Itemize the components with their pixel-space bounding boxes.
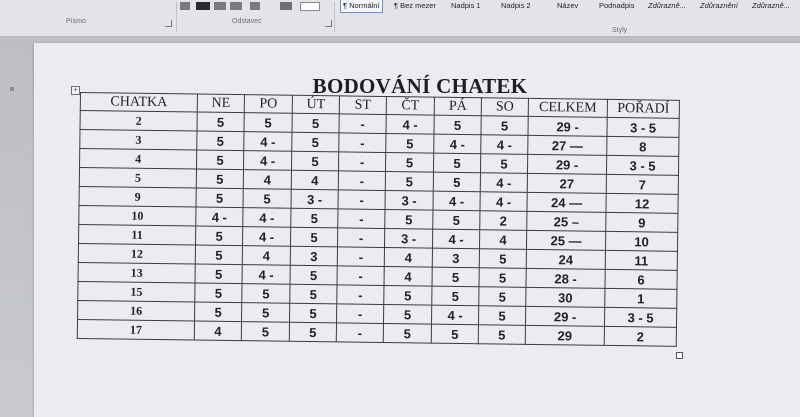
header-celkem: CELKEM <box>528 98 607 117</box>
ribbon <box>0 0 800 37</box>
cell-st[interactable]: - <box>337 266 384 286</box>
style-subtitle[interactable]: Podnadpis <box>599 1 635 10</box>
cell-ut[interactable]: 5 <box>291 151 338 171</box>
header-poradi: POŘADÍ <box>607 99 679 118</box>
font-group-label: Písmo <box>66 18 86 25</box>
cell-pa[interactable]: 5 <box>433 210 480 230</box>
cell-pa[interactable]: 3 <box>432 248 479 268</box>
cell-pa[interactable]: 5 <box>434 115 481 135</box>
cell-pa[interactable]: 5 <box>433 153 480 173</box>
cell-st[interactable]: - <box>336 323 383 343</box>
style-title[interactable]: Název <box>557 1 579 10</box>
header-st: ST <box>339 96 386 115</box>
cell-celkem[interactable]: 27 — <box>528 135 607 155</box>
cell-so[interactable]: 5 <box>480 154 527 174</box>
styles-gallery <box>338 0 800 14</box>
cell-ct[interactable]: 3 - <box>385 191 433 211</box>
cell-celkem[interactable]: 30 <box>526 287 605 307</box>
cell-so[interactable]: 4 <box>479 230 526 250</box>
cell-poradi[interactable]: 2 <box>604 326 676 346</box>
document-title: BODOVÁNÍ CHATEK <box>312 74 528 98</box>
cell-so[interactable]: 5 <box>481 116 528 136</box>
align-left-icon[interactable] <box>196 2 210 10</box>
cell-poradi[interactable]: 10 <box>605 231 677 251</box>
cell-ne[interactable]: 4 - <box>196 207 243 227</box>
cell-st[interactable]: - <box>336 304 383 324</box>
ruler-marker <box>10 87 14 91</box>
cell-st[interactable]: - <box>339 133 386 153</box>
cell-ct[interactable]: 5 <box>385 210 433 230</box>
cell-chatka[interactable]: 11 <box>79 224 196 245</box>
justify-icon[interactable] <box>250 2 260 10</box>
cell-st[interactable]: - <box>338 152 385 172</box>
cell-poradi[interactable]: 7 <box>606 174 678 194</box>
cell-celkem[interactable]: 28 - <box>526 268 605 288</box>
cell-so[interactable]: 5 <box>479 249 526 269</box>
cell-ct[interactable]: 4 <box>384 266 432 286</box>
cell-so[interactable]: 4 - <box>480 192 527 212</box>
cell-ut[interactable]: 5 <box>289 322 336 342</box>
cell-poradi[interactable]: 1 <box>605 288 677 308</box>
header-po: PO <box>244 95 292 114</box>
cell-celkem[interactable]: 29 <box>525 325 604 345</box>
shading-icon[interactable] <box>280 2 292 10</box>
font-dialog-launcher-icon[interactable] <box>165 20 172 27</box>
cell-po[interactable]: 5 <box>241 322 289 342</box>
cell-pa[interactable]: 4 - <box>432 229 479 249</box>
cell-ut[interactable]: 3 <box>290 246 337 266</box>
cell-ne[interactable]: 5 <box>195 245 242 265</box>
cell-ct[interactable]: 5 <box>385 172 433 192</box>
align-center-icon[interactable] <box>214 2 226 10</box>
cell-ut[interactable]: 5 <box>290 227 337 247</box>
table-body <box>77 111 679 347</box>
cell-ut[interactable]: 5 <box>291 208 338 228</box>
header-pa: PÁ <box>434 97 481 116</box>
cell-po[interactable]: 5 <box>242 284 290 304</box>
cell-ne[interactable]: 5 <box>196 169 243 189</box>
cell-st[interactable]: - <box>337 285 384 305</box>
cell-pa[interactable]: 5 <box>433 172 480 192</box>
cell-ct[interactable]: 5 <box>386 134 434 154</box>
header-chatka: CHATKA <box>80 93 197 113</box>
cell-poradi[interactable]: 8 <box>607 136 679 156</box>
header-so: SO <box>481 98 528 117</box>
cell-poradi[interactable]: 11 <box>605 250 677 270</box>
cell-ct[interactable]: 4 - <box>386 115 434 135</box>
cell-chatka[interactable]: 2 <box>80 111 197 132</box>
cell-so[interactable]: 4 - <box>481 135 528 155</box>
cell-chatka[interactable]: 3 <box>80 130 197 151</box>
cell-chatka[interactable]: 15 <box>78 281 195 302</box>
cell-po[interactable]: 4 - <box>243 208 291 228</box>
cell-ne[interactable]: 5 <box>195 302 242 322</box>
cell-poradi[interactable]: 3 - 5 <box>606 155 678 175</box>
cell-celkem[interactable]: 29 - <box>525 306 604 326</box>
cell-po[interactable]: 5 <box>243 189 291 209</box>
cell-ut[interactable]: 5 <box>290 265 337 285</box>
cell-chatka[interactable]: 10 <box>79 205 196 226</box>
cell-so[interactable]: 5 <box>479 287 526 307</box>
cell-po[interactable]: 4 - <box>244 132 292 152</box>
cell-chatka[interactable]: 5 <box>79 168 196 189</box>
cell-ne[interactable]: 5 <box>196 188 243 208</box>
cell-ut[interactable]: 5 <box>292 113 339 133</box>
group-divider <box>176 2 177 32</box>
cell-celkem[interactable]: 29 - <box>527 154 606 174</box>
table-move-handle-icon[interactable]: + <box>71 86 80 95</box>
cell-po[interactable]: 5 <box>242 303 290 323</box>
cell-celkem[interactable]: 25 – <box>527 211 606 231</box>
score-table[interactable] <box>77 92 680 347</box>
cell-ne[interactable]: 5 <box>195 283 242 303</box>
style-no-spacing[interactable]: ¶ Bez mezer <box>394 1 436 10</box>
style-emphasis[interactable]: Zdůraznění <box>700 1 738 10</box>
cell-ct[interactable]: 5 <box>385 153 433 173</box>
cell-so[interactable]: 4 - <box>480 173 527 193</box>
cell-so[interactable]: 5 <box>479 268 526 288</box>
cell-ct[interactable]: 3 - <box>384 229 432 249</box>
style-normal[interactable]: ¶ Normální <box>340 0 383 13</box>
cell-pa[interactable]: 4 - <box>431 305 478 325</box>
cell-ct[interactable]: 5 <box>384 285 432 305</box>
group-divider <box>334 2 335 32</box>
cell-ut[interactable]: 3 - <box>291 189 338 209</box>
cell-poradi[interactable]: 12 <box>606 193 678 213</box>
cell-so[interactable]: 5 <box>478 306 525 326</box>
cell-chatka[interactable]: 13 <box>78 262 195 283</box>
cell-pa[interactable]: 5 <box>431 324 478 344</box>
cell-ut[interactable]: 5 <box>290 303 337 323</box>
cell-pa[interactable]: 5 <box>432 267 479 287</box>
cell-so[interactable]: 2 <box>480 211 527 231</box>
cell-chatka[interactable]: 17 <box>77 319 194 340</box>
cell-chatka[interactable]: 4 <box>80 149 197 170</box>
cell-ne[interactable]: 5 <box>197 112 244 132</box>
cell-celkem[interactable]: 27 <box>527 173 606 193</box>
cell-poradi[interactable]: 6 <box>605 269 677 289</box>
borders-icon[interactable] <box>300 2 320 11</box>
cell-so[interactable]: 5 <box>478 325 525 345</box>
align-right-icon[interactable] <box>230 2 242 10</box>
cell-ne[interactable]: 5 <box>196 226 243 246</box>
cell-ne[interactable]: 4 <box>194 321 241 341</box>
cell-ne[interactable]: 5 <box>195 264 242 284</box>
cell-celkem[interactable]: 29 - <box>528 116 607 136</box>
cell-st[interactable]: - <box>338 190 385 210</box>
cell-ne[interactable]: 5 <box>197 150 244 170</box>
cell-celkem[interactable]: 24 <box>526 249 605 269</box>
style-heading-1[interactable]: Nadpis 1 <box>451 1 481 10</box>
style-heading-2[interactable]: Nadpis 2 <box>501 1 531 10</box>
style-subtle-emphasis[interactable]: Zdůrazně... <box>648 1 686 10</box>
cell-ct[interactable]: 5 <box>383 304 431 324</box>
paragraph-group-label: Odstavec <box>232 18 262 25</box>
cell-poradi[interactable]: 9 <box>606 212 678 232</box>
paragraph-dialog-launcher-icon[interactable] <box>325 20 332 27</box>
cell-po[interactable]: 4 - <box>243 227 291 247</box>
cell-ne[interactable]: 5 <box>197 131 244 151</box>
styles-group-label: Styly <box>612 27 628 34</box>
cell-st[interactable]: - <box>338 171 385 191</box>
header-ne: NE <box>197 94 244 113</box>
cell-po[interactable]: 5 <box>244 113 292 133</box>
cell-st[interactable]: - <box>338 209 385 229</box>
cell-po[interactable]: 4 - <box>242 265 290 285</box>
cell-chatka[interactable]: 16 <box>78 300 195 321</box>
cell-po[interactable]: 4 <box>243 170 291 190</box>
cell-ut[interactable]: 5 <box>290 284 337 304</box>
cell-chatka[interactable]: 12 <box>78 243 195 264</box>
cell-poradi[interactable]: 3 - 5 <box>607 117 679 137</box>
cell-st[interactable]: - <box>339 114 386 134</box>
cell-ut[interactable]: 4 <box>291 170 338 190</box>
cell-ct[interactable]: 4 <box>384 247 432 267</box>
style-intense-emphasis[interactable]: Zdůrazně... <box>752 1 790 10</box>
cell-po[interactable]: 4 - <box>243 151 291 171</box>
cell-pa[interactable]: 4 - <box>433 191 480 211</box>
cell-chatka[interactable]: 9 <box>79 186 196 207</box>
cell-st[interactable]: - <box>337 247 384 267</box>
header-ct: ČT <box>386 97 434 116</box>
cell-poradi[interactable]: 3 - 5 <box>604 307 676 327</box>
cell-celkem[interactable]: 24 — <box>527 192 606 212</box>
cell-po[interactable]: 4 <box>242 246 290 266</box>
table-resize-handle-icon[interactable] <box>676 352 683 359</box>
cell-ct[interactable]: 5 <box>383 323 431 343</box>
cell-celkem[interactable]: 25 — <box>526 230 605 250</box>
font-color-tool[interactable] <box>180 2 190 10</box>
header-ut: ÚT <box>292 95 339 114</box>
cell-st[interactable]: - <box>337 228 384 248</box>
cell-pa[interactable]: 5 <box>432 286 479 306</box>
cell-pa[interactable]: 4 - <box>434 134 481 154</box>
cell-ut[interactable]: 5 <box>292 132 339 152</box>
